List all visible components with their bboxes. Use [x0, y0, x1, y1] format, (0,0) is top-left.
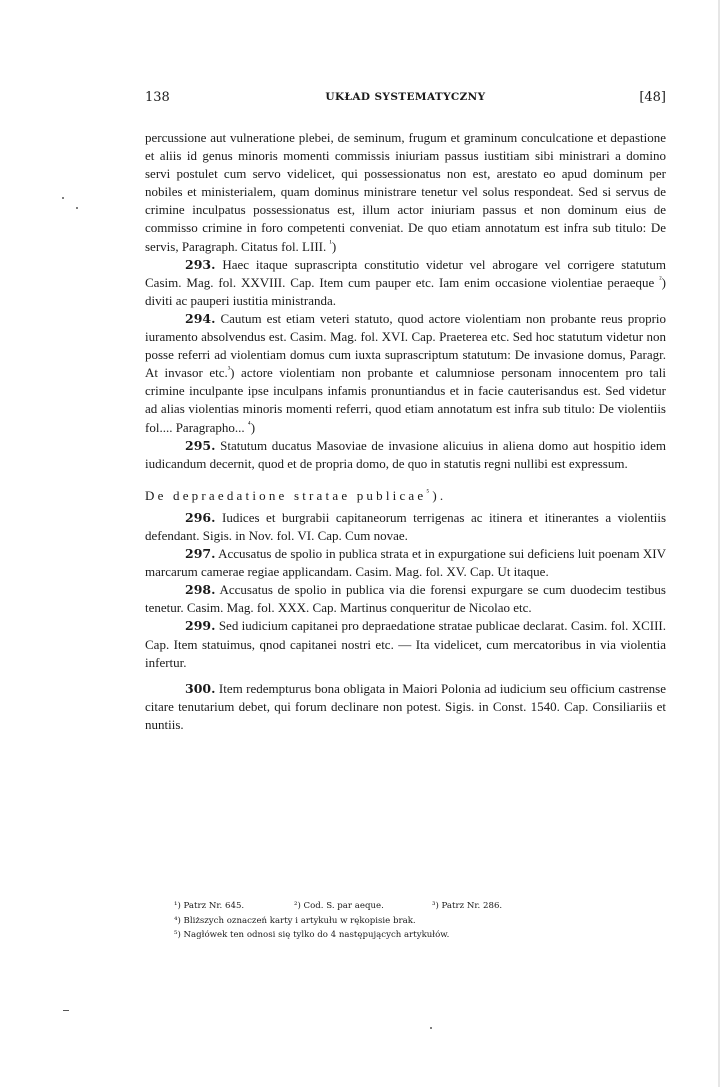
paragraph-296: 296. Iudices et burgrabii capitaneorum terrigenas ac itinera et itinerantes a violentiis defendant. Sigis. in Nov. fol. VI. Cap. Cum novae.	[145, 509, 667, 543]
paragraph-299: 299. Sed iudicium capitanei pro depraedatione stratae publicae declarat. Casim. fol. XCIII. Cap. Item statuimus, qnod capitanei nostri etc. — Ita videlicet, cum mercatoribus in via violentia infertur.	[145, 618, 666, 670]
paragraph-number: 297.	[185, 546, 216, 562]
speck	[62, 197, 64, 199]
paragraph-number: 294.	[185, 310, 216, 326]
paragraph-293: 293. Haec itaque suprascripta constitutio videtur vel abrogare vel corrigere statutum Casim. Mag. fol. XXVIII. Cap. Item cum pauper etc. Iam enim occasione violentiae peraeque $^{^2}$) diviti ac pauperi iustitia ministranda.	[145, 256, 667, 308]
footnote-2: ²) Cod. S. par aeque.	[294, 901, 384, 911]
footnote-ref: ⁴	[247, 419, 251, 429]
paragraph-continuation: percussione aut vulneratione plebei, de seminum, frugum et graminum conculcatione et depastione et aliis id genus minoris momenti commissis iniuriam passus iustitiam sibi ministrari a domino servi postulet cum servo videlicet, qui possessionatus non est, arestato eo apud dominum per nobiles et ministerialem, quam dominus ministrare tenetur vel solus respondeat. Sed si servus de crimine inculpatus possessionatus est, illum actor iniuriam passus et non dominum eius de commisso crimine in foro competenti conveniat. De quo etiam annotatum est infra sub titulo: De servis, Paragraph. Citatus fol. LIII. $^{^1}$)	[145, 130, 666, 254]
paragraph-298: 298. Accusatus de spolio in publica via die forensi expurgare se cum duodecim testibus tenetur. Casim. Mag. fol. XXX. Cap. Martinus conqueritur de Nicolao etc.	[145, 582, 666, 616]
paragraph-294: 294. Cautum est etiam veteri statuto, quod actore violentiam non probante reus proprio iuramento absolvendus est. Casim. Mag. fol. XVI. Cap. Praeterea etc. Sed hoc statutum videtur non posse referri ad violentiam domus cum iuxta suprascriptum statutum: De invasione domus, Paragr. At invasor etc.$^{^3}$) actore violentiam non probante et calumniose personam innocentem pro tali crimine inculpante ipse inculpans infamis pronuntiandus et in facie cauterisandus est. Sed videtur ad alias violentias minoris momenti referri, quod etiam annotatum est infra sub titulo: De violentiis fol.... Paragrapho... $^{^4}$)	[145, 310, 667, 435]
footnote-4: ⁴) Bliższych oznaczeń karty i artykułu w rękopisie brak.	[174, 915, 416, 926]
paragraph-number: 299.	[185, 618, 216, 634]
paragraph-300: 300. Item redempturus bona obligata in Maiori Polonia ad iudicium seu officium castrense citare tenutarium debet, qui forum declinare non potest. Sigis. in Const. 1540. Cap. Consiliariis et nuntiis.	[145, 680, 666, 732]
footnote-ref: ²	[659, 274, 662, 284]
paragraph-number: 295.	[185, 437, 216, 453]
paragraph-number: 293.	[185, 256, 216, 272]
footnote-row	[174, 899, 664, 914]
main-text	[145, 129, 666, 734]
footnote-3: ³) Patrz Nr. 286.	[432, 901, 503, 911]
section-number: [48]	[639, 90, 666, 105]
speck	[63, 1010, 69, 1011]
paragraph-297: 297. Accusatus de spolio in publica strata et in expurgatione sui deficiens luit poenam XIV marcarum camerae regiae applicandam. Casim. Mag. fol. XV. Cap. Ut itaque.	[145, 546, 666, 580]
footnote-ref: ¹	[329, 238, 332, 248]
paragraph-number: 296.	[185, 509, 216, 525]
footnote-5: ⁵) Nagłówek ten odnosi się tylko do 4 następujących artykułów.	[174, 930, 450, 940]
footnote-1: ¹) Patrz Nr. 645.	[174, 901, 245, 911]
paragraph-295: 295. Statutum ducatus Masoviae de invasione alicuius in aliena domo aut hospitio idem iudicandum decernit, quod et de propria domo, de quo in statutis regni nullibi est expressum.	[145, 437, 667, 471]
paragraph-number: 300.	[185, 680, 216, 696]
footnote-ref: ³	[227, 364, 231, 374]
section-heading: De depraedatione stratae publicae$^{^5}$).	[145, 487, 447, 503]
footnote-ref: ⁵	[426, 487, 433, 497]
speck	[430, 1027, 432, 1029]
running-title: UKŁAD SYSTEMATYCZNY	[325, 91, 486, 103]
page-header	[145, 90, 666, 110]
speck	[76, 207, 78, 209]
page-number: 138	[145, 90, 170, 105]
footnotes	[174, 899, 664, 943]
paragraph-number: 298.	[185, 582, 216, 598]
